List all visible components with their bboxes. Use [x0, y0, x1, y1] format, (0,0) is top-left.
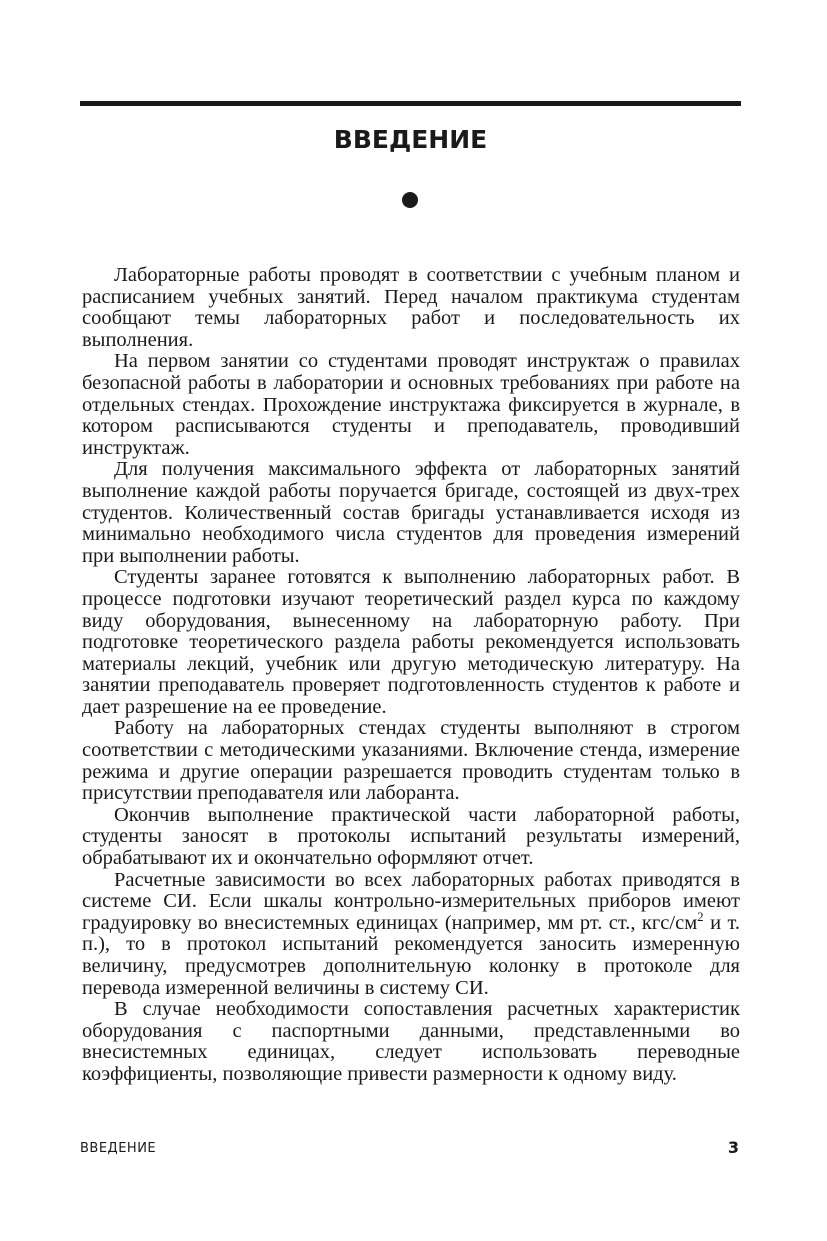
running-head: ВВЕДЕНИЕ — [80, 1141, 157, 1156]
paragraph-units-before: Расчетные зависимости во всех лабораторных работах приводятся в системе СИ. Если шкалы контрольно-измерительных приборов имеют градуировку во внесистемных единицах (например, мм рт. ст., кгс/см — [82, 868, 740, 934]
paragraph: Окончив выполнение практической части лабораторной работы, студенты заносят в протоколы испытаний результаты измерений, обрабатывают их и окончательно оформляют отчет. — [82, 803, 740, 870]
paragraph-units-after: и т. п.), то в протокол испытаний рекомендуется заносить измеренную величину, предусмотрев дополнительную колонку в протоколе для перевода измеренной величины в систему СИ. — [82, 911, 740, 999]
paragraph-units — [82, 870, 740, 1000]
paragraph: Для получения максимального эффекта от лабораторных занятий выполнение каждой работы поручается бригаде, состоящей из двух-трех студентов. Количественный состав бригады устанавливается исходя из минимально необходимого числа студентов для проведения измерений при выполнении работы. — [82, 458, 740, 567]
paragraph: В случае необходимости сопоставления расчетных характеристик оборудования с паспортными данными, представленными во внесистемных единицах, следует использовать переводные коэффициенты, позволяющие привести размерности к одному виду. — [82, 998, 740, 1085]
paragraph: Студенты заранее готовятся к выполнению лабораторных работ. В процессе подготовки изучают теоретический раздел курса по каждому виду оборудования, вынесенному на лабораторную работу. При подготовке теоретического раздела работы рекомендуется использовать материалы лекций, учебник или другую методическую литературу. На занятии преподаватель проверяет подготовленность студентов к работе и дает разрешение на ее проведение. — [82, 566, 740, 718]
superscript: 2 — [697, 908, 704, 924]
paragraph: Лабораторные работы проводят в соответствии с учебным планом и расписанием учебных занятий. Перед началом практикума студентам сообщают темы лабораторных работ и последовательность их выполнения. — [82, 264, 740, 351]
bullet-ornament — [402, 192, 418, 208]
page-number: 3 — [727, 1138, 739, 1157]
body-text — [82, 265, 740, 1086]
paragraph: Работу на лабораторных стендах студенты выполняют в строгом соответствии с методическими указаниями. Включение стенда, измерение режима и другие операции разрешается проводить студентам только в присутствии преподавателя или лаборанта. — [82, 717, 740, 805]
chapter-title: ВВЕДЕНИЕ — [333, 125, 488, 154]
top-rule — [80, 101, 741, 106]
paragraph: На первом занятии со студентами проводят инструктаж о правилах безопасной работы в лаборатории и основных требованиях при работе на отдельных стендах. Прохождение инструктажа фиксируется в журнале, в котором расписываются студенты и преподаватель, проводивший инструктаж. — [82, 350, 740, 459]
